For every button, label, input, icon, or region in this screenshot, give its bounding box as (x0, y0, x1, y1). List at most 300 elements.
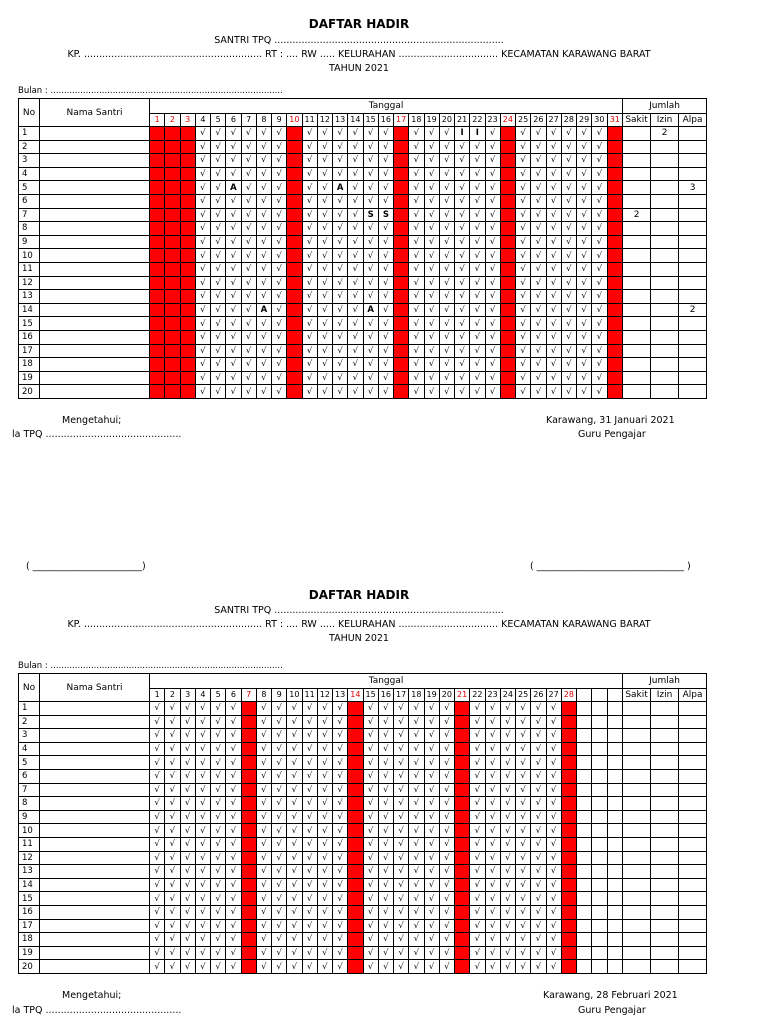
attendance-cell: √ (363, 330, 378, 344)
attendance-cell (455, 756, 470, 770)
total-alpa-cell (679, 905, 707, 919)
day-header: 13 (333, 689, 348, 702)
row-number: 10 (19, 824, 40, 838)
attendance-cell: √ (378, 905, 393, 919)
attendance-cell: √ (333, 960, 348, 974)
attendance-cell: √ (546, 837, 561, 851)
attendance-cell: √ (394, 905, 409, 919)
attendance-cell: √ (470, 262, 485, 276)
attendance-cell: √ (409, 769, 424, 783)
total-sakit-cell (623, 222, 651, 236)
attendance-cell: √ (577, 235, 592, 249)
day-header: 6 (226, 689, 241, 702)
attendance-cell: √ (195, 290, 210, 304)
attendance-cell: √ (424, 222, 439, 236)
attendance-cell: √ (592, 154, 607, 168)
attendance-cell: √ (378, 960, 393, 974)
attendance-cell (180, 276, 195, 290)
attendance-cell: √ (272, 181, 287, 195)
attendance-cell: √ (516, 865, 531, 879)
attendance-cell: √ (348, 344, 363, 358)
attendance-cell (455, 729, 470, 743)
attendance-cell: √ (485, 933, 500, 947)
attendance-cell: √ (211, 235, 226, 249)
attendance-cell: √ (333, 358, 348, 372)
attendance-cell: √ (531, 222, 546, 236)
student-name-cell (40, 865, 150, 879)
attendance-cell: √ (378, 303, 393, 317)
total-sakit-cell (623, 892, 651, 906)
attendance-cell: √ (363, 810, 378, 824)
row-number: 12 (19, 851, 40, 865)
attendance-cell (150, 208, 165, 222)
attendance-cell: √ (211, 905, 226, 919)
day-header: 4 (195, 114, 210, 127)
total-sakit-cell (623, 797, 651, 811)
attendance-cell: √ (592, 317, 607, 331)
attendance-cell (455, 769, 470, 783)
attendance-cell: √ (424, 317, 439, 331)
day-header: 15 (363, 114, 378, 127)
attendance-cell: √ (531, 946, 546, 960)
student-name-cell (40, 797, 150, 811)
attendance-cell: √ (546, 154, 561, 168)
attendance-cell: √ (470, 208, 485, 222)
address-line: KP. ........................................................... RT : .... RW ..... KELURAHAN ................................. KECAMATAN KARAWANG BARAT (67, 619, 651, 630)
attendance-cell (348, 878, 363, 892)
attendance-cell: A (226, 181, 241, 195)
attendance-cell: √ (424, 181, 439, 195)
attendance-cell: √ (470, 756, 485, 770)
attendance-cell: √ (256, 715, 271, 729)
attendance-cell: √ (394, 878, 409, 892)
attendance-cell (165, 330, 180, 344)
place-date: Karawang, 28 Februari 2021 (543, 990, 678, 1001)
attendance-cell: √ (287, 824, 302, 838)
total-izin-cell (651, 262, 679, 276)
attendance-cell: √ (439, 344, 454, 358)
attendance-cell: √ (317, 851, 332, 865)
table-row (19, 222, 707, 236)
row-number: 18 (19, 933, 40, 947)
attendance-cell (394, 330, 409, 344)
day-header: 5 (211, 114, 226, 127)
attendance-cell: √ (531, 385, 546, 399)
attendance-cell: √ (256, 905, 271, 919)
attendance-cell: √ (531, 127, 546, 141)
attendance-cell: √ (226, 756, 241, 770)
attendance-cell: √ (302, 919, 317, 933)
kepala-tpq-label: la TPQ ............................................. (12, 1005, 182, 1016)
day-header: 7 (241, 689, 256, 702)
attendance-cell: √ (531, 769, 546, 783)
attendance-cell: √ (409, 167, 424, 181)
attendance-cell (241, 702, 256, 716)
row-number: 12 (19, 276, 40, 290)
attendance-cell: √ (409, 878, 424, 892)
total-izin-cell (651, 303, 679, 317)
attendance-cell: √ (577, 317, 592, 331)
attendance-cell: √ (500, 702, 515, 716)
attendance-cell: √ (409, 783, 424, 797)
day-header: 15 (363, 689, 378, 702)
attendance-cell: √ (546, 303, 561, 317)
attendance-cell: √ (531, 729, 546, 743)
attendance-cell: √ (409, 865, 424, 879)
total-alpa-cell (679, 837, 707, 851)
student-name-cell (40, 235, 150, 249)
attendance-cell: √ (409, 797, 424, 811)
attendance-cell: √ (409, 837, 424, 851)
attendance-cell (348, 824, 363, 838)
total-sakit-cell (623, 303, 651, 317)
attendance-cell (165, 140, 180, 154)
attendance-cell: √ (546, 797, 561, 811)
attendance-cell: √ (195, 865, 210, 879)
attendance-cell: √ (363, 946, 378, 960)
attendance-cell: √ (485, 742, 500, 756)
attendance-cell: √ (165, 851, 180, 865)
attendance-cell: √ (348, 371, 363, 385)
attendance-cell: √ (439, 154, 454, 168)
attendance-cell: S (378, 208, 393, 222)
attendance-cell: √ (241, 262, 256, 276)
attendance-cell (607, 262, 623, 276)
attendance-cell: √ (211, 919, 226, 933)
attendance-cell: √ (394, 824, 409, 838)
attendance-cell: √ (378, 140, 393, 154)
header-nama-santri: Nama Santri (40, 99, 150, 127)
attendance-cell: √ (165, 729, 180, 743)
attendance-cell: √ (455, 303, 470, 317)
attendance-cell: √ (394, 810, 409, 824)
attendance-cell: √ (577, 276, 592, 290)
attendance-cell: √ (470, 371, 485, 385)
sheet-title: DAFTAR HADIR (308, 17, 410, 31)
attendance-cell: √ (226, 769, 241, 783)
student-name-cell (40, 222, 150, 236)
attendance-cell: √ (302, 181, 317, 195)
attendance-cell (577, 892, 592, 906)
attendance-cell: √ (531, 235, 546, 249)
attendance-cell: √ (241, 235, 256, 249)
attendance-cell: √ (592, 208, 607, 222)
attendance-cell: √ (485, 222, 500, 236)
total-izin-cell (651, 878, 679, 892)
attendance-cell: √ (195, 317, 210, 331)
attendance-cell: √ (180, 892, 195, 906)
attendance-cell: √ (455, 262, 470, 276)
attendance-cell (165, 358, 180, 372)
attendance-cell: √ (211, 837, 226, 851)
attendance-cell (592, 756, 607, 770)
total-izin-cell (651, 919, 679, 933)
attendance-cell (561, 960, 576, 974)
attendance-cell (500, 249, 515, 263)
attendance-cell: √ (500, 851, 515, 865)
attendance-cell: √ (516, 385, 531, 399)
attendance-cell: √ (455, 208, 470, 222)
attendance-cell: √ (317, 181, 332, 195)
attendance-cell (455, 702, 470, 716)
attendance-cell (455, 824, 470, 838)
attendance-cell (592, 878, 607, 892)
attendance-cell: √ (333, 385, 348, 399)
total-alpa-cell (679, 249, 707, 263)
attendance-cell: √ (577, 344, 592, 358)
bulan-line: Bulan : ...................................................................................... (18, 661, 283, 671)
attendance-cell: √ (470, 715, 485, 729)
attendance-cell (287, 344, 302, 358)
day-header: 19 (424, 114, 439, 127)
attendance-cell: √ (287, 905, 302, 919)
attendance-cell: √ (195, 756, 210, 770)
attendance-cell: √ (302, 892, 317, 906)
attendance-cell: √ (348, 235, 363, 249)
attendance-cell (607, 783, 623, 797)
row-number: 15 (19, 317, 40, 331)
attendance-cell (592, 933, 607, 947)
attendance-cell: √ (226, 344, 241, 358)
day-header: 19 (424, 689, 439, 702)
attendance-cell: √ (470, 317, 485, 331)
attendance-cell: √ (531, 344, 546, 358)
attendance-cell: √ (394, 837, 409, 851)
attendance-cell: √ (516, 960, 531, 974)
attendance-cell (607, 865, 623, 879)
attendance-cell: √ (485, 783, 500, 797)
attendance-cell: √ (455, 371, 470, 385)
attendance-cell: √ (226, 837, 241, 851)
attendance-cell: √ (333, 317, 348, 331)
attendance-cell: √ (272, 729, 287, 743)
attendance-cell (500, 140, 515, 154)
attendance-cell (241, 783, 256, 797)
attendance-cell (561, 715, 576, 729)
attendance-cell: √ (317, 797, 332, 811)
attendance-cell (577, 878, 592, 892)
attendance-cell (165, 127, 180, 141)
row-number: 2 (19, 140, 40, 154)
attendance-cell: √ (439, 127, 454, 141)
attendance-cell: √ (516, 344, 531, 358)
attendance-cell: √ (272, 905, 287, 919)
attendance-cell: √ (470, 194, 485, 208)
attendance-cell (394, 208, 409, 222)
row-number: 20 (19, 385, 40, 399)
total-izin-cell (651, 140, 679, 154)
attendance-cell: √ (302, 837, 317, 851)
attendance-cell: √ (348, 167, 363, 181)
attendance-cell (607, 729, 623, 743)
attendance-cell: √ (272, 344, 287, 358)
bulan-line: Bulan : ...................................................................................... (18, 86, 283, 96)
attendance-cell: √ (348, 330, 363, 344)
attendance-cell: √ (516, 235, 531, 249)
row-number: 20 (19, 960, 40, 974)
attendance-cell: √ (378, 742, 393, 756)
attendance-cell: √ (302, 905, 317, 919)
attendance-cell (165, 317, 180, 331)
day-header: 25 (516, 114, 531, 127)
attendance-cell: √ (439, 371, 454, 385)
total-alpa-cell (679, 385, 707, 399)
attendance-cell: √ (150, 878, 165, 892)
attendance-cell (150, 262, 165, 276)
attendance-cell: √ (531, 810, 546, 824)
attendance-cell: √ (378, 385, 393, 399)
attendance-cell: √ (226, 729, 241, 743)
attendance-cell: √ (256, 276, 271, 290)
attendance-cell: √ (470, 905, 485, 919)
attendance-cell: √ (333, 878, 348, 892)
attendance-cell: √ (409, 702, 424, 716)
attendance-cell: √ (500, 797, 515, 811)
attendance-cell: √ (439, 358, 454, 372)
day-header: 9 (272, 114, 287, 127)
attendance-cell: √ (485, 208, 500, 222)
attendance-cell: √ (516, 756, 531, 770)
attendance-cell (500, 344, 515, 358)
attendance-cell: √ (256, 742, 271, 756)
attendance-cell: √ (272, 756, 287, 770)
header-tanggal: Tanggal (150, 674, 623, 689)
total-sakit-cell (623, 358, 651, 372)
attendance-cell: √ (287, 892, 302, 906)
attendance-cell: √ (485, 154, 500, 168)
attendance-cell: √ (363, 797, 378, 811)
attendance-cell: √ (195, 262, 210, 276)
attendance-cell: A (333, 181, 348, 195)
attendance-cell (455, 797, 470, 811)
table-row (19, 330, 707, 344)
total-izin-cell (651, 742, 679, 756)
attendance-cell (500, 167, 515, 181)
attendance-cell: √ (378, 933, 393, 947)
attendance-cell (180, 154, 195, 168)
attendance-cell: √ (333, 194, 348, 208)
attendance-cell: √ (317, 837, 332, 851)
day-header: 27 (546, 689, 561, 702)
total-sakit-cell (623, 276, 651, 290)
student-name-cell (40, 181, 150, 195)
table-row (19, 702, 707, 716)
total-alpa-cell (679, 140, 707, 154)
attendance-cell: √ (317, 235, 332, 249)
attendance-cell: √ (531, 290, 546, 304)
attendance-cell: √ (424, 127, 439, 141)
attendance-cell (607, 290, 623, 304)
attendance-cell (607, 127, 623, 141)
day-header: 29 (577, 114, 592, 127)
attendance-cell: √ (363, 905, 378, 919)
attendance-cell: √ (333, 371, 348, 385)
attendance-cell: √ (592, 330, 607, 344)
attendance-cell: √ (256, 851, 271, 865)
attendance-cell: √ (180, 702, 195, 716)
attendance-cell: √ (165, 783, 180, 797)
attendance-cell: √ (531, 358, 546, 372)
attendance-cell: √ (424, 919, 439, 933)
attendance-cell: √ (409, 742, 424, 756)
attendance-cell: √ (241, 222, 256, 236)
attendance-cell: √ (226, 783, 241, 797)
attendance-cell: √ (226, 960, 241, 974)
attendance-cell: √ (424, 933, 439, 947)
attendance-cell (165, 167, 180, 181)
day-header: 7 (241, 114, 256, 127)
attendance-cell: √ (561, 235, 576, 249)
total-alpa-cell (679, 878, 707, 892)
attendance-cell: √ (256, 729, 271, 743)
attendance-cell: √ (195, 276, 210, 290)
header-jumlah: Jumlah (623, 99, 707, 114)
attendance-cell: √ (485, 235, 500, 249)
attendance-cell (607, 317, 623, 331)
attendance-cell: √ (211, 154, 226, 168)
attendance-cell: √ (150, 865, 165, 879)
attendance-cell: √ (150, 783, 165, 797)
attendance-table (18, 98, 707, 399)
attendance-cell: √ (317, 344, 332, 358)
attendance-cell (180, 262, 195, 276)
attendance-cell: √ (287, 960, 302, 974)
attendance-cell: √ (195, 933, 210, 947)
attendance-cell (180, 385, 195, 399)
total-alpa-cell (679, 960, 707, 974)
total-izin-cell (651, 235, 679, 249)
total-sakit-cell (623, 249, 651, 263)
attendance-cell: √ (409, 892, 424, 906)
attendance-cell: √ (485, 262, 500, 276)
attendance-cell: √ (272, 317, 287, 331)
attendance-cell: √ (317, 290, 332, 304)
attendance-cell: √ (378, 262, 393, 276)
attendance-cell: √ (256, 702, 271, 716)
total-izin-cell (651, 317, 679, 331)
table-row (19, 235, 707, 249)
attendance-cell: √ (333, 946, 348, 960)
attendance-cell: √ (561, 140, 576, 154)
attendance-cell (394, 290, 409, 304)
day-header: 20 (439, 689, 454, 702)
attendance-cell: √ (150, 824, 165, 838)
attendance-cell: √ (592, 276, 607, 290)
attendance-cell: √ (363, 167, 378, 181)
attendance-cell: √ (592, 140, 607, 154)
attendance-cell (150, 303, 165, 317)
total-alpa-cell (679, 235, 707, 249)
attendance-cell: √ (485, 878, 500, 892)
attendance-cell: √ (500, 769, 515, 783)
attendance-cell: √ (592, 290, 607, 304)
attendance-cell: √ (531, 851, 546, 865)
attendance-cell: √ (333, 167, 348, 181)
attendance-cell: √ (317, 222, 332, 236)
attendance-cell (455, 742, 470, 756)
attendance-cell (455, 810, 470, 824)
attendance-cell (150, 154, 165, 168)
attendance-cell: √ (455, 222, 470, 236)
row-number: 17 (19, 919, 40, 933)
total-sakit-cell (623, 810, 651, 824)
day-header: 2 (165, 114, 180, 127)
attendance-cell: √ (226, 154, 241, 168)
total-sakit-cell (623, 756, 651, 770)
attendance-cell: √ (577, 154, 592, 168)
attendance-cell: √ (211, 276, 226, 290)
attendance-cell: √ (363, 235, 378, 249)
